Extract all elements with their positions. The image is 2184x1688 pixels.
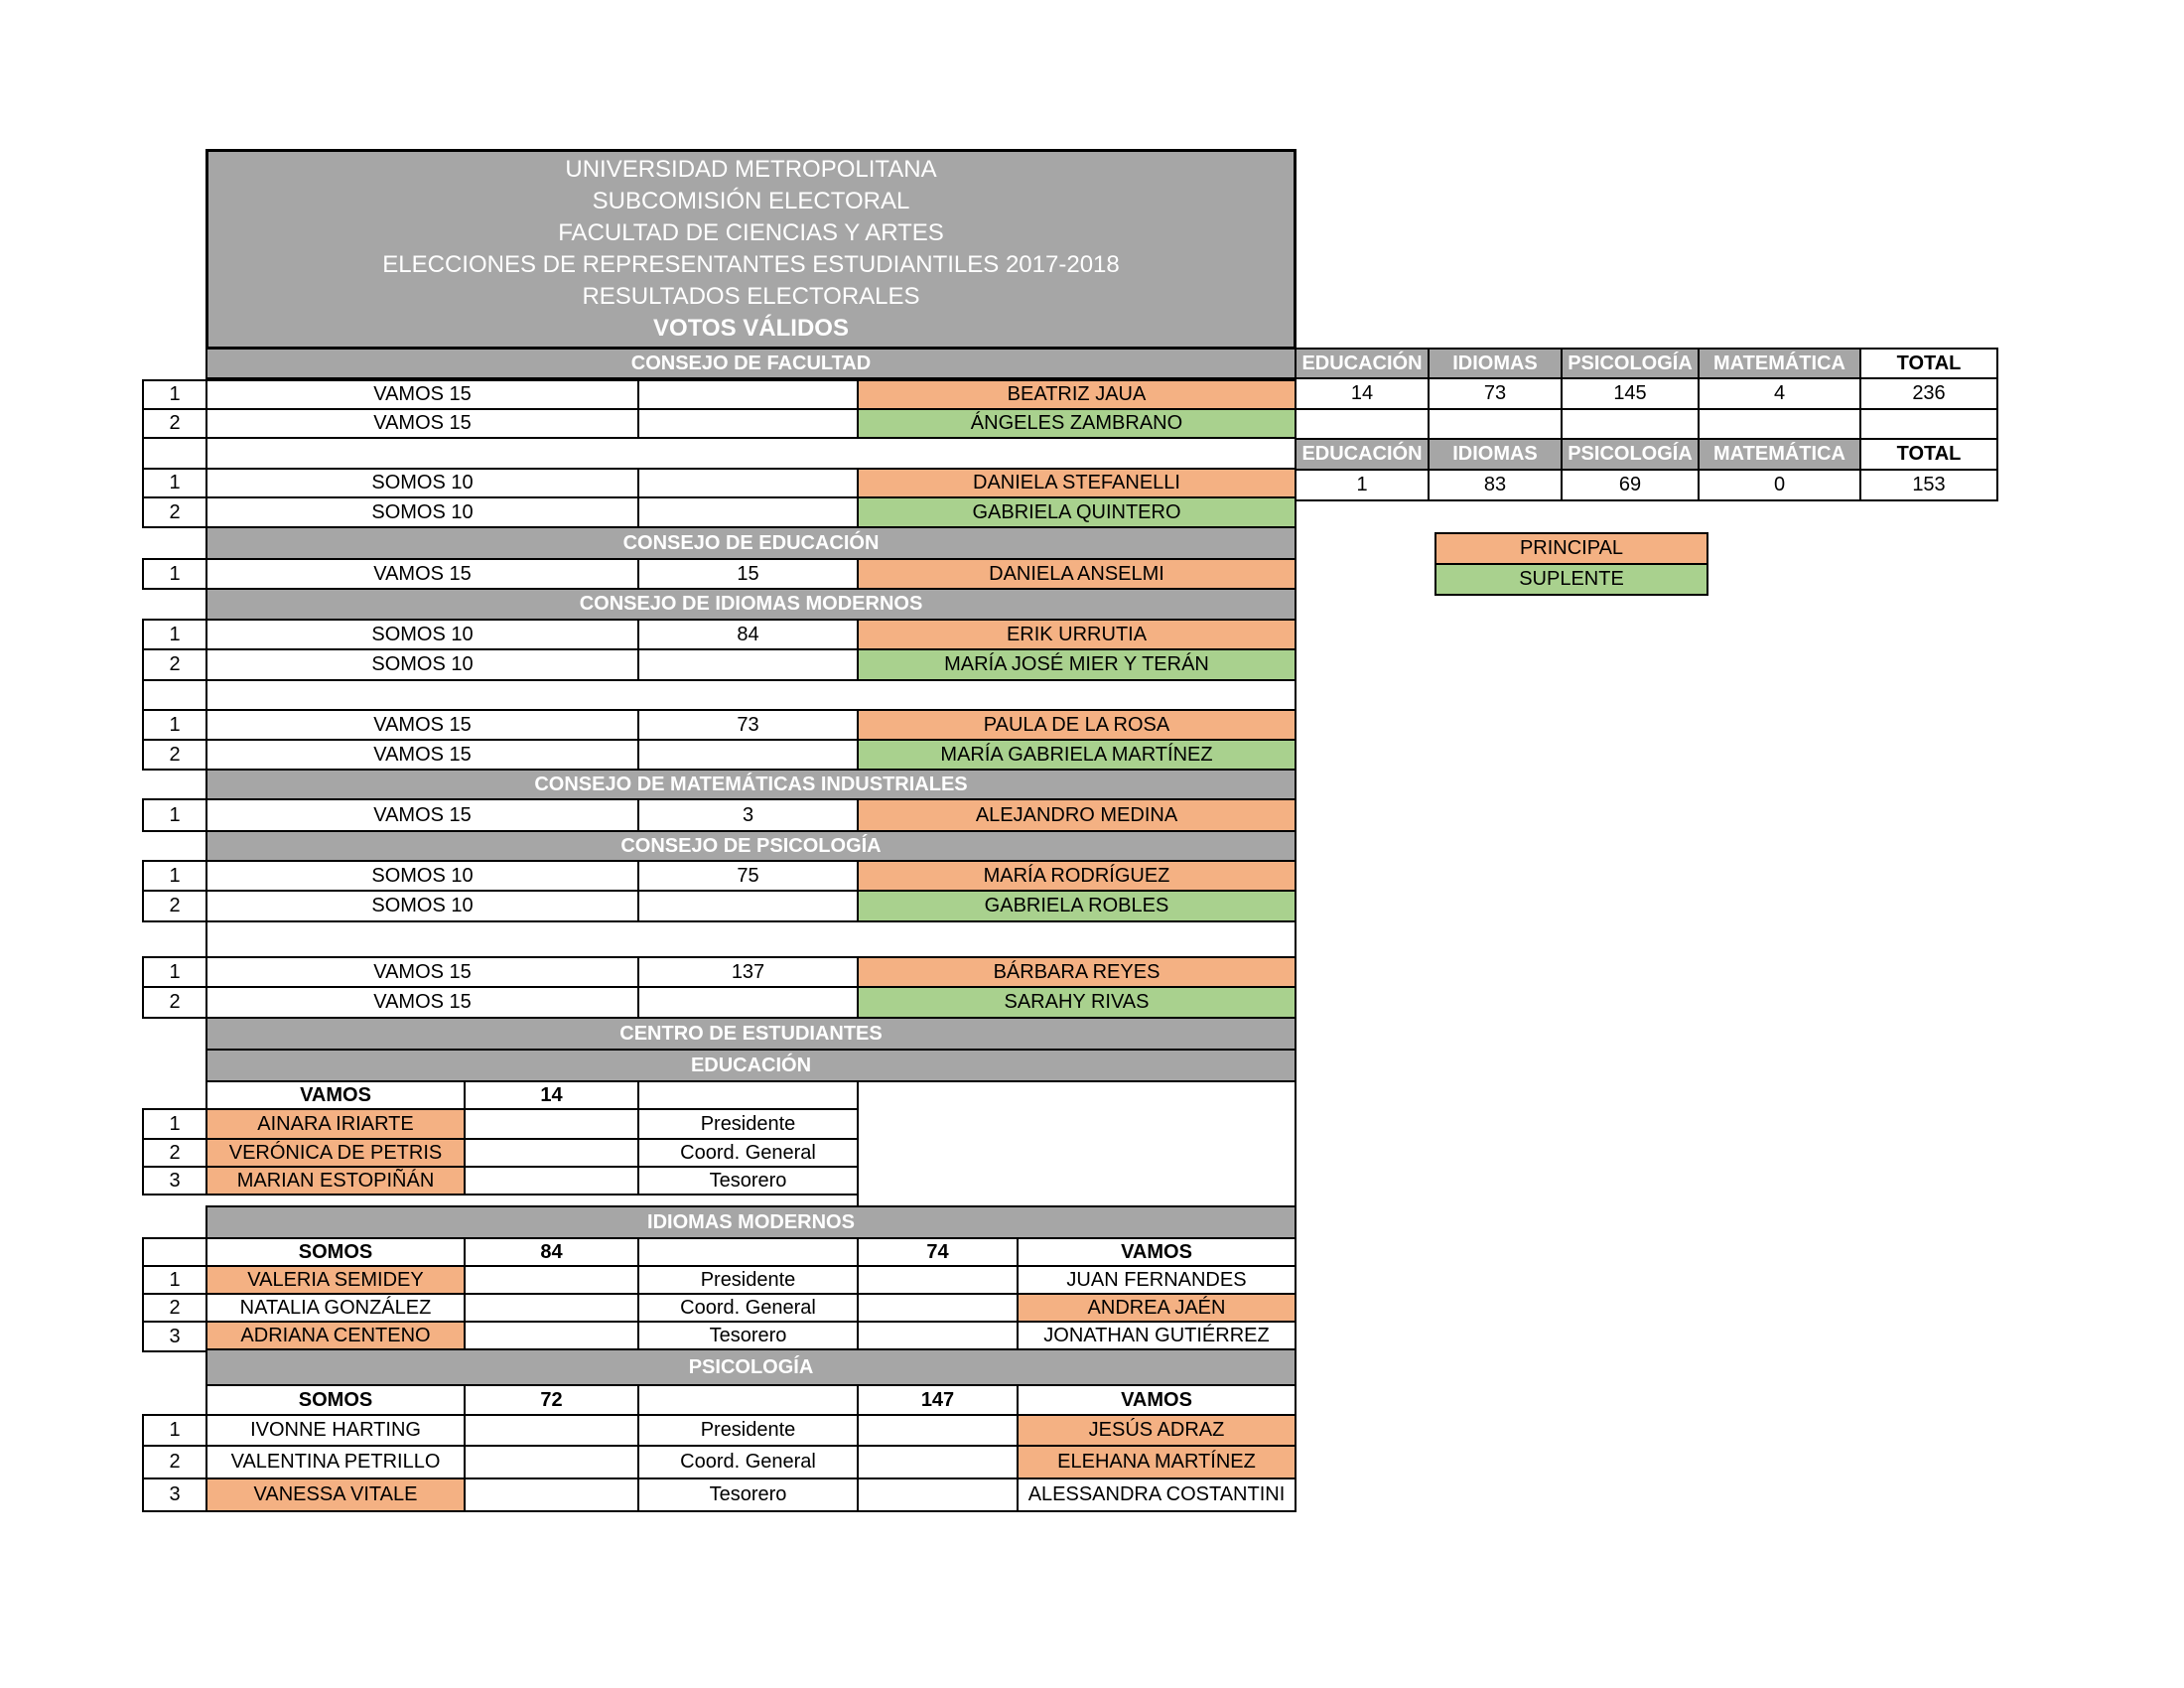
blank-row [205, 679, 1297, 711]
ce-candidate: VALENTINA PETRILLO [205, 1445, 466, 1479]
blank-row [205, 920, 1297, 958]
header-line-elections: ELECCIONES DE REPRESENTANTES ESTUDIANTILES 2017-2018 [382, 251, 1120, 278]
report-header [205, 149, 1297, 350]
header-line-university: UNIVERSIDAD METROPOLITANA [565, 156, 937, 183]
party-cell: VAMOS 15 [205, 709, 639, 741]
party-cell: VAMOS 15 [205, 379, 639, 410]
ce-party-label: SOMOS [205, 1237, 466, 1267]
ce-party-votes: 74 [857, 1237, 1019, 1267]
summary-empty-cell [1428, 408, 1563, 440]
row-number: 1 [142, 379, 207, 410]
legend-suplente: SUPLENTE [1434, 563, 1708, 596]
row-number: 3 [142, 1166, 207, 1196]
section-consejo-psicologia: CONSEJO DE PSICOLOGÍA [205, 830, 1297, 862]
row-number: 1 [142, 956, 207, 988]
party-cell: VAMOS 15 [205, 558, 639, 590]
candidate-suplente: ÁNGELES ZAMBRANO [857, 408, 1297, 439]
summary-empty-cell [1561, 408, 1700, 440]
row-number: 1 [142, 468, 207, 498]
row-number: 1 [142, 860, 207, 892]
candidate-principal: ALEJANDRO MEDINA [857, 798, 1297, 832]
summary-vamos-idiomas: 73 [1428, 377, 1563, 410]
summary-somos-psicologia: 69 [1561, 469, 1700, 501]
empty-cell [464, 1108, 639, 1140]
empty-cell [464, 1321, 639, 1350]
summary-header-idiomas: IDIOMAS [1428, 348, 1563, 379]
legend-principal: PRINCIPAL [1434, 532, 1708, 565]
empty-cell [464, 1166, 639, 1196]
blank-row-number [142, 679, 207, 711]
row-number: 1 [142, 619, 207, 650]
row-number: 2 [142, 496, 207, 528]
summary-vamos-educacion: 14 [1295, 377, 1430, 410]
empty-cell [857, 1265, 1019, 1295]
party-cell: SOMOS 10 [205, 468, 639, 498]
empty-cell [464, 1293, 639, 1323]
section-consejo-idiomas: CONSEJO DE IDIOMAS MODERNOS [205, 588, 1297, 621]
section-centro-estudiantes: CENTRO DE ESTUDIANTES [205, 1017, 1297, 1051]
summary-header-educacion: EDUCACIÓN [1295, 438, 1430, 471]
candidate-principal: DANIELA STEFANELLI [857, 468, 1297, 498]
candidate-principal: ERIK URRUTIA [857, 619, 1297, 650]
row-number: 2 [142, 1138, 207, 1168]
empty-cell [857, 1445, 1019, 1479]
summary-header-matematica: MATEMÁTICA [1698, 438, 1861, 471]
empty-cell [857, 1293, 1019, 1323]
row-number: 2 [142, 986, 207, 1019]
ce-candidate: NATALIA GONZÁLEZ [205, 1293, 466, 1323]
party-cell: SOMOS 10 [205, 648, 639, 681]
candidate-suplente: GABRIELA QUINTERO [857, 496, 1297, 528]
section-consejo-educacion: CONSEJO DE EDUCACIÓN [205, 526, 1297, 560]
party-cell: SOMOS 10 [205, 890, 639, 922]
votes-cell [637, 379, 859, 410]
summary-header-psicologia: PSICOLOGÍA [1561, 348, 1700, 379]
ce-candidate-principal: MARIAN ESTOPIÑÁN [205, 1166, 466, 1196]
summary-empty-cell [1295, 408, 1430, 440]
role-cell: Tesorero [637, 1477, 859, 1512]
votes-cell: 3 [637, 798, 859, 832]
party-cell: VAMOS 15 [205, 986, 639, 1019]
votes-cell: 73 [637, 709, 859, 741]
role-cell: Tesorero [637, 1166, 859, 1196]
votes-cell [637, 648, 859, 681]
summary-header-total: TOTAL [1859, 438, 1998, 471]
summary-empty-cell [1859, 408, 1998, 440]
ce-candidate-principal: AINARA IRIARTE [205, 1108, 466, 1140]
role-cell: Presidente [637, 1108, 859, 1140]
votes-cell [637, 739, 859, 771]
ce-candidate-principal: ELEHANA MARTÍNEZ [1017, 1445, 1297, 1479]
row-number: 1 [142, 1414, 207, 1447]
ce-candidate: JONATHAN GUTIÉRREZ [1017, 1321, 1297, 1350]
header-line-faculty: FACULTAD DE CIENCIAS Y ARTES [558, 219, 944, 246]
header-line-commission: SUBCOMISIÓN ELECTORAL [592, 188, 910, 214]
ce-party-votes: 147 [857, 1384, 1019, 1416]
empty-cell [464, 1138, 639, 1168]
row-number: 2 [142, 739, 207, 771]
party-cell: SOMOS 10 [205, 496, 639, 528]
candidate-principal: BÁRBARA REYES [857, 956, 1297, 988]
summary-vamos-total: 236 [1859, 377, 1998, 410]
ce-candidate: ALESSANDRA COSTANTINI [1017, 1477, 1297, 1512]
row-number: 2 [142, 408, 207, 439]
section-ce-psicologia: PSICOLOGÍA [205, 1348, 1297, 1386]
section-ce-idiomas: IDIOMAS MODERNOS [205, 1205, 1297, 1239]
summary-header-total: TOTAL [1859, 348, 1998, 379]
blank-row-number [142, 1237, 207, 1267]
role-cell: Presidente [637, 1414, 859, 1447]
summary-somos-educacion: 1 [1295, 469, 1430, 501]
empty-cell [637, 1080, 859, 1110]
party-cell: VAMOS 15 [205, 408, 639, 439]
section-consejo-matematicas: CONSEJO DE MATEMÁTICAS INDUSTRIALES [205, 769, 1297, 800]
votes-cell [637, 986, 859, 1019]
ce-party-votes: 72 [464, 1384, 639, 1416]
candidate-suplente: MARÍA GABRIELA MARTÍNEZ [857, 739, 1297, 771]
summary-vamos-matematica: 4 [1698, 377, 1861, 410]
ce-candidate: IVONNE HARTING [205, 1414, 466, 1447]
ce-party-label: VAMOS [205, 1080, 466, 1110]
votes-cell: 15 [637, 558, 859, 590]
ce-party-votes: 14 [464, 1080, 639, 1110]
candidate-principal: MARÍA RODRÍGUEZ [857, 860, 1297, 892]
ce-candidate-principal: VALERIA SEMIDEY [205, 1265, 466, 1295]
empty-cell [637, 1384, 859, 1416]
empty-cell [464, 1265, 639, 1295]
header-subtitle: VOTOS VÁLIDOS [653, 315, 849, 342]
party-cell: SOMOS 10 [205, 860, 639, 892]
votes-cell [637, 496, 859, 528]
candidate-suplente: SARAHY RIVAS [857, 986, 1297, 1019]
header-line-results: RESULTADOS ELECTORALES [582, 283, 920, 310]
ce-party-label: VAMOS [1017, 1237, 1297, 1267]
row-number: 1 [142, 798, 207, 832]
row-number: 1 [142, 558, 207, 590]
empty-cell [464, 1414, 639, 1447]
party-cell: VAMOS 15 [205, 739, 639, 771]
party-cell: SOMOS 10 [205, 619, 639, 650]
votes-cell [637, 468, 859, 498]
row-number: 1 [142, 709, 207, 741]
ce-candidate-principal: VERÓNICA DE PETRIS [205, 1138, 466, 1168]
votes-cell: 84 [637, 619, 859, 650]
ce-candidate: JUAN FERNANDES [1017, 1265, 1297, 1295]
empty-block [857, 1080, 1297, 1207]
votes-cell [637, 408, 859, 439]
role-cell: Coord. General [637, 1293, 859, 1323]
section-ce-educacion: EDUCACIÓN [205, 1049, 1297, 1082]
row-number: 1 [142, 1108, 207, 1140]
empty-cell [464, 1477, 639, 1512]
summary-somos-total: 153 [1859, 469, 1998, 501]
ce-candidate-principal: VANESSA VITALE [205, 1477, 466, 1512]
party-cell: VAMOS 15 [205, 956, 639, 988]
summary-vamos-psicologia: 145 [1561, 377, 1700, 410]
ce-candidate-principal: ADRIANA CENTENO [205, 1321, 466, 1350]
row-number: 1 [142, 1265, 207, 1295]
row-number: 3 [142, 1321, 207, 1352]
section-consejo-facultad: CONSEJO DE FACULTAD [205, 348, 1297, 379]
role-cell: Tesorero [637, 1321, 859, 1350]
role-cell: Presidente [637, 1265, 859, 1295]
ce-candidate-principal: JESÚS ADRAZ [1017, 1414, 1297, 1447]
empty-cell [857, 1321, 1019, 1350]
blank-row [205, 437, 1297, 470]
ce-candidate-principal: ANDREA JAÉN [1017, 1293, 1297, 1323]
summary-somos-idiomas: 83 [1428, 469, 1563, 501]
row-number: 3 [142, 1477, 207, 1512]
candidate-principal: BEATRIZ JAUA [857, 379, 1297, 410]
empty-cell [857, 1477, 1019, 1512]
role-cell: Coord. General [637, 1138, 859, 1168]
ce-party-label: SOMOS [205, 1384, 466, 1416]
empty-cell [857, 1414, 1019, 1447]
votes-cell: 75 [637, 860, 859, 892]
candidate-suplente: GABRIELA ROBLES [857, 890, 1297, 922]
summary-header-psicologia: PSICOLOGÍA [1561, 438, 1700, 471]
votes-cell [637, 890, 859, 922]
blank-row-number [142, 437, 207, 470]
party-cell: VAMOS 15 [205, 798, 639, 832]
summary-empty-cell [1698, 408, 1861, 440]
empty-cell [464, 1445, 639, 1479]
row-number: 2 [142, 1445, 207, 1479]
candidate-principal: PAULA DE LA ROSA [857, 709, 1297, 741]
ce-party-votes: 84 [464, 1237, 639, 1267]
summary-header-idiomas: IDIOMAS [1428, 438, 1563, 471]
row-number: 2 [142, 890, 207, 922]
candidate-principal: DANIELA ANSELMI [857, 558, 1297, 590]
summary-somos-matematica: 0 [1698, 469, 1861, 501]
summary-header-matematica: MATEMÁTICA [1698, 348, 1861, 379]
empty-cell [637, 1237, 859, 1267]
votes-cell: 137 [637, 956, 859, 988]
candidate-suplente: MARÍA JOSÉ MIER Y TERÁN [857, 648, 1297, 681]
row-number: 2 [142, 1293, 207, 1323]
summary-header-educacion: EDUCACIÓN [1295, 348, 1430, 379]
role-cell: Coord. General [637, 1445, 859, 1479]
row-number: 2 [142, 648, 207, 681]
ce-party-label: VAMOS [1017, 1384, 1297, 1416]
